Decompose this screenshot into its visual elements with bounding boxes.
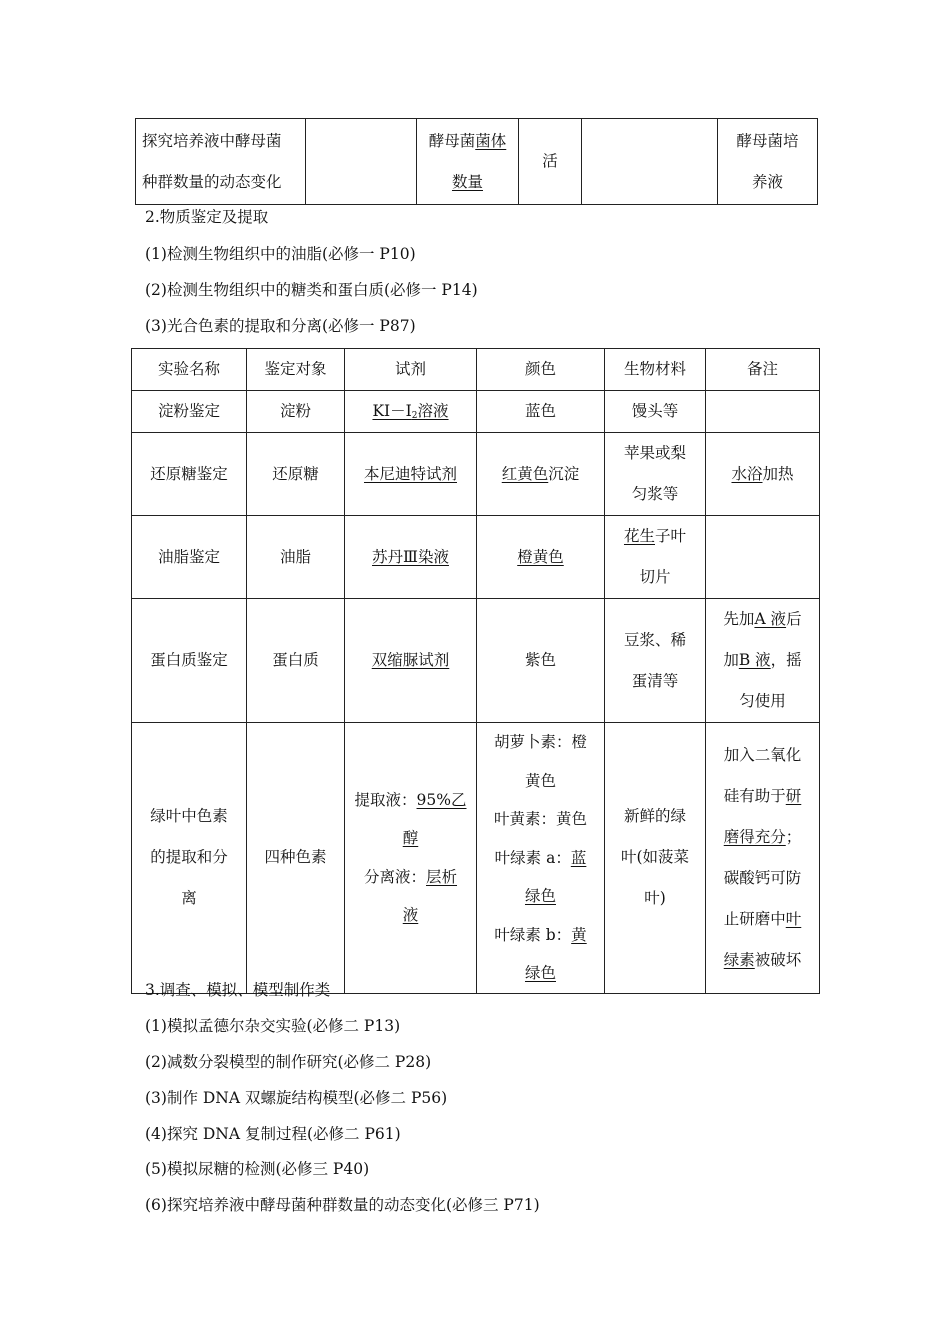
empty-cell bbox=[582, 119, 718, 205]
section-3-title: 3.调查、模拟、模型制作类 bbox=[145, 981, 331, 999]
pigment-color: 胡萝卜素：橙 黄色 叶黄素：黄色 叶绿素 a：蓝 绿色 叶绿素 b：黄 绿色 bbox=[477, 723, 605, 994]
section-3-item-2: (2)减数分裂模型的制作研究(必修二 P28) bbox=[145, 1053, 432, 1071]
note-cell: 酵母菌培 养液 bbox=[718, 119, 818, 205]
header-object: 鉴定对象 bbox=[247, 349, 345, 391]
pigment-material: 新鲜的绿 叶(如菠菜 叶) bbox=[605, 723, 706, 994]
section-2-item-1: (1)检测生物组织中的油脂(必修一 P10) bbox=[145, 245, 416, 263]
table-header-row bbox=[132, 349, 820, 391]
section-2-item-3: (3)光合色素的提取和分离(必修一 P87) bbox=[145, 317, 416, 335]
protein-note: 先加A 液后 加B 液，摇 匀使用 bbox=[706, 599, 820, 723]
table-row-protein: 蛋白质鉴定 蛋白质 双缩脲试剂 紫色 豆浆、稀 蛋清等 先加A 液后 加B 液，摇 匀使用 bbox=[132, 599, 820, 723]
sugar-color: 红黄色沉淀 bbox=[477, 433, 605, 516]
section-3-item-3: (3)制作 DNA 双螺旋结构模型(必修二 P56) bbox=[145, 1089, 448, 1107]
experiment-table-continued bbox=[135, 118, 818, 205]
pigment-note: 加入二氧化 硅有助于研 磨得充分； 碳酸钙可防 止研磨中叶 绿素被破坏 bbox=[706, 723, 820, 994]
section-3-item-4: (4)探究 DNA 复制过程(必修二 P61) bbox=[145, 1125, 401, 1143]
table-row-starch: 淀粉鉴定 淀粉 $KI-I_2$溶液 蓝色 馒头等 bbox=[132, 391, 820, 433]
identification-table bbox=[131, 348, 820, 994]
sugar-material: 苹果或梨 匀浆等 bbox=[605, 433, 706, 516]
sugar-note: 水浴加热 bbox=[706, 433, 820, 516]
state-cell: 活 bbox=[519, 119, 582, 205]
section-3-item-5: (5)模拟尿糖的检测(必修三 P40) bbox=[145, 1160, 370, 1178]
header-note: 备注 bbox=[706, 349, 820, 391]
pigment-reagent: 提取液：95%乙 醇 分离液：层析 液 bbox=[345, 723, 477, 994]
header-name: 实验名称 bbox=[132, 349, 247, 391]
table-row-pigment: 绿叶中色素 的提取和分 离 四种色素 提取液：95%乙 醇 分离液：层析 液 胡萝卜素：橙 黄色 叶黄素：黄色 叶绿素 a：蓝 绿色 叶绿素 b：黄 绿色 新鲜的绿 叶(如菠菜 叶) 加入二氧化 硅有助于研 磨得充分； 碳酸钙可防 止研磨中叶 绿素被破坏 bbox=[132, 723, 820, 994]
pigment-name: 绿叶中色素 的提取和分 离 bbox=[132, 723, 247, 994]
object-cell bbox=[306, 119, 417, 205]
fat-material: 花生子叶 切片 bbox=[605, 516, 706, 599]
section-2-item-2: (2)检测生物组织中的糖类和蛋白质(必修一 P14) bbox=[145, 281, 478, 299]
table-row-fat: 油脂鉴定 油脂 苏丹Ⅲ染液 橙黄色 花生子叶 切片 bbox=[132, 516, 820, 599]
header-color: 颜色 bbox=[477, 349, 605, 391]
section-3-item-1: (1)模拟孟德尔杂交实验(必修二 P13) bbox=[145, 1017, 401, 1035]
section-2-title: 2.物质鉴定及提取 bbox=[145, 208, 269, 226]
header-material: 生物材料 bbox=[605, 349, 706, 391]
protein-material: 豆浆、稀 蛋清等 bbox=[605, 599, 706, 723]
section-3-item-6: (6)探究培养液中酵母菌种群数量的动态变化(必修三 P71) bbox=[145, 1196, 540, 1214]
header-reagent: 试剂 bbox=[345, 349, 477, 391]
table-row bbox=[136, 119, 818, 205]
material-cell: 酵母菌菌体 数量 bbox=[417, 119, 519, 205]
table-row-sugar: 还原糖鉴定 还原糖 本尼迪特试剂 红黄色沉淀 苹果或梨 匀浆等 水浴加热 bbox=[132, 433, 820, 516]
experiment-name-cell: 探究培养液中酵母菌 种群数量的动态变化 bbox=[136, 119, 306, 205]
starch-reagent: $KI-I_2$溶液 bbox=[345, 391, 477, 433]
